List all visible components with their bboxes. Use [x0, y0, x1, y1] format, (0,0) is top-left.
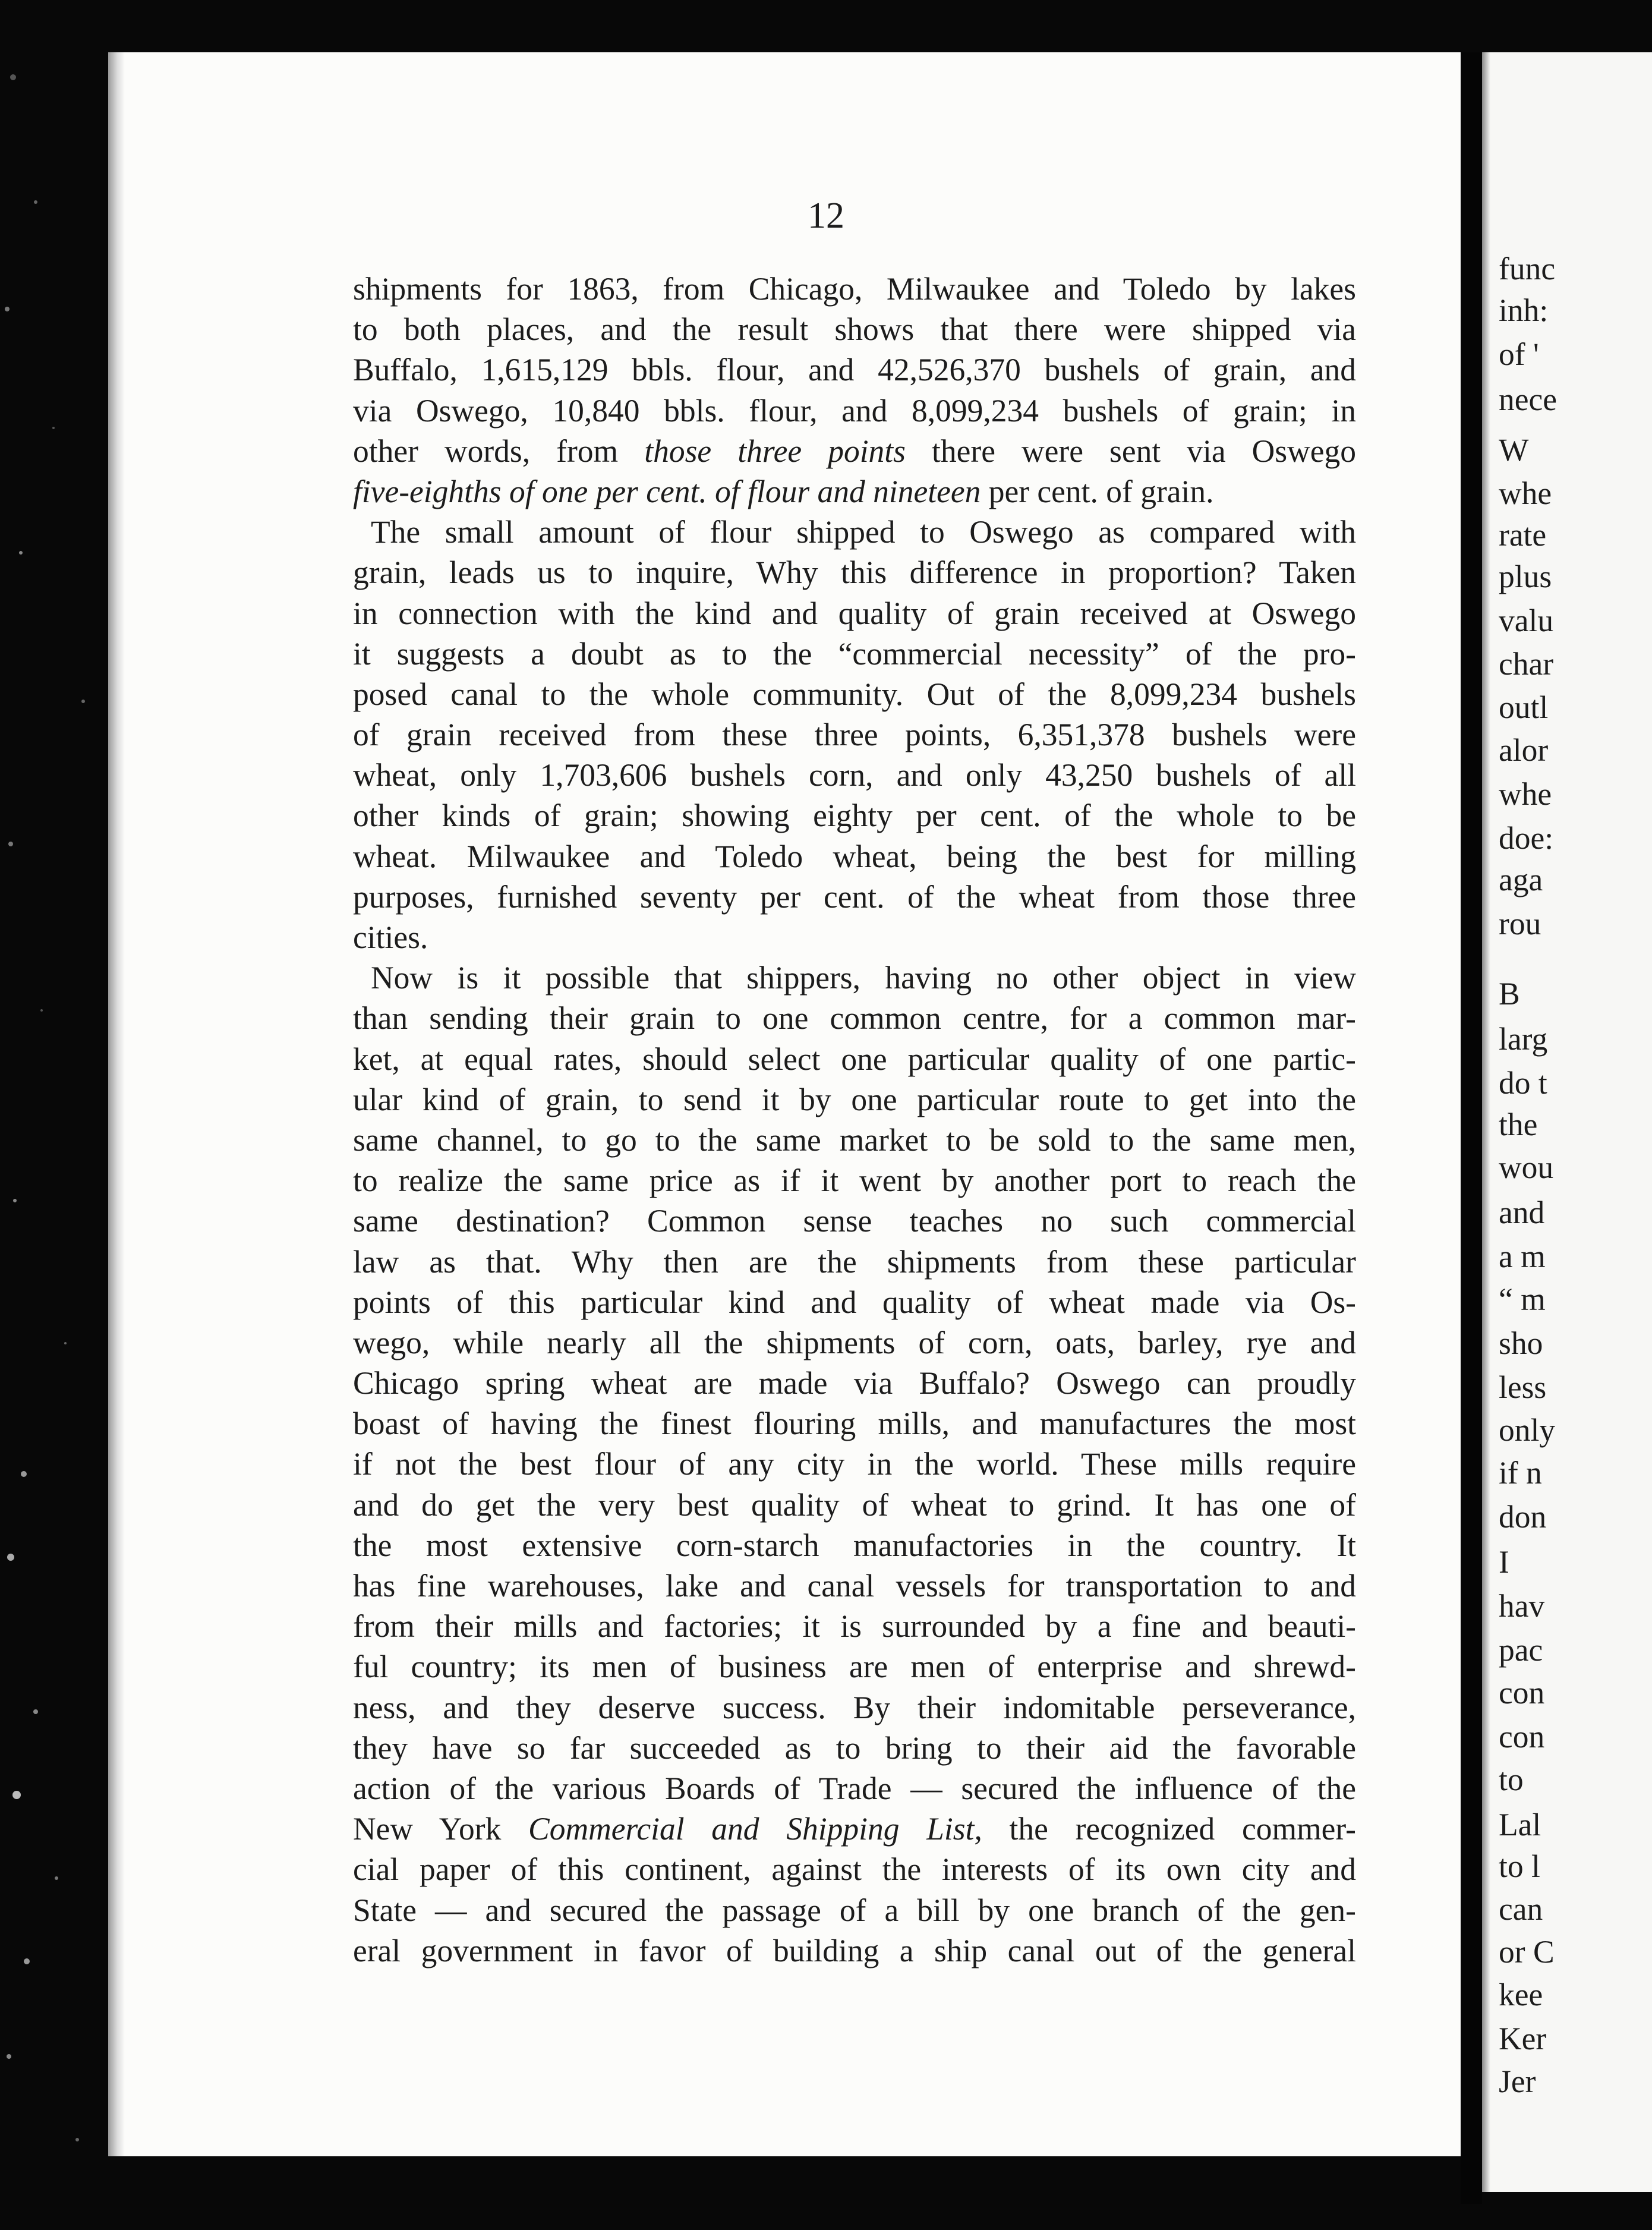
- text-line: [353, 593, 1356, 634]
- next-page-fragment: can: [1499, 1891, 1543, 1927]
- text-segment: to both places, and the result shows that there were shipped via: [353, 311, 1356, 348]
- next-page-fragment: sho: [1499, 1325, 1543, 1361]
- text-line: [353, 309, 1356, 349]
- text-segment: than sending their grain to one common centre, for a common mar-: [353, 1000, 1356, 1037]
- page-edge-shadow: [108, 52, 125, 2156]
- text-line: [353, 1201, 1356, 1241]
- next-page-fragment: less: [1499, 1369, 1547, 1405]
- text-line: [353, 552, 1356, 593]
- text-line: [353, 877, 1356, 917]
- text-line: [353, 1890, 1356, 1930]
- text-segment: the most extensive corn-starch manufactories in the country. It: [353, 1527, 1356, 1563]
- next-page-fragment: func: [1499, 251, 1556, 286]
- text-line: [353, 1768, 1356, 1809]
- next-page-fragment: valu: [1499, 603, 1554, 638]
- text-line: [353, 755, 1356, 795]
- next-page-fragment: if n: [1499, 1455, 1542, 1491]
- text-line: [353, 1242, 1356, 1282]
- text-segment: points of this particular kind and quality of wheat made via Os-: [353, 1284, 1356, 1320]
- text-segment: same channel, to go to the same market to be sold to the same men,: [353, 1122, 1356, 1158]
- next-page-fragment: W: [1499, 432, 1529, 468]
- next-page-fragment: whe: [1499, 776, 1552, 812]
- text-line: [353, 1687, 1356, 1728]
- text-line: [353, 1849, 1356, 1889]
- next-page-fragment: wou: [1499, 1149, 1554, 1185]
- text-segment: via Oswego, 10,840 bbls. flour, and 8,099,234 bushels of grain; in: [353, 392, 1356, 429]
- next-page-fragment: nece: [1499, 382, 1557, 417]
- next-page-fragment: char: [1499, 646, 1554, 682]
- text-segment: and do get the very best quality of wheat to grind. It has one of: [353, 1486, 1356, 1523]
- next-page: [1482, 52, 1652, 2192]
- text-segment: posed canal to the whole community. Out of the 8,099,234 bushels: [353, 676, 1356, 712]
- italic-text: those three points: [644, 433, 906, 469]
- next-page-fragment: hav: [1499, 1588, 1545, 1624]
- text-segment: they have so far succeeded as to bring to their aid the favorable: [353, 1730, 1356, 1766]
- text-segment: Now is it possible that shippers, having no other object in view: [371, 960, 1356, 996]
- text-segment: eral government in favor of building a ship canal out of the general: [353, 1932, 1356, 1968]
- next-page-fragment: kee: [1499, 1977, 1543, 2012]
- text-line: [353, 431, 1356, 471]
- text-line: [353, 1646, 1356, 1687]
- text-segment: has fine warehouses, lake and canal vessels for transportation to and: [353, 1568, 1356, 1604]
- text-line: [353, 512, 1356, 552]
- text-segment: wheat. Milwaukee and Toledo wheat, being the best for milling: [353, 838, 1356, 874]
- text-segment: it suggests a doubt as to the “commercial necessity” of the pro-: [353, 635, 1356, 672]
- next-page-fragment: Jer: [1499, 2064, 1536, 2099]
- text-segment: wheat, only 1,703,606 bushels corn, and only 43,250 bushels of all: [353, 757, 1356, 793]
- text-line: [353, 1525, 1356, 1566]
- next-page-fragment: rou: [1499, 906, 1541, 941]
- next-page-fragment: con: [1499, 1719, 1545, 1755]
- scan-border-specks: [0, 0, 107, 2230]
- next-page-fragment: of ': [1499, 336, 1539, 372]
- text-line: [353, 1322, 1356, 1363]
- text-line: [353, 674, 1356, 714]
- text-segment: shipments for 1863, from Chicago, Milwaukee and Toledo by lakes: [353, 271, 1356, 307]
- text-line: [353, 390, 1356, 431]
- text-line: [353, 269, 1356, 309]
- text-segment: New York: [353, 1811, 529, 1847]
- italic-text: Commercial and Shipping List,: [528, 1811, 982, 1847]
- next-page-fragment: only: [1499, 1412, 1556, 1448]
- text-segment: ket, at equal rates, should select one particular quality of one partic-: [353, 1041, 1356, 1077]
- italic-text: five-eighths of one per cent. of flour and nineteen: [353, 473, 981, 509]
- next-page-fragment: outl: [1499, 689, 1549, 725]
- next-page-fragment: larg: [1499, 1021, 1548, 1057]
- text-segment: wego, while nearly all the shipments of corn, oats, barley, rye and: [353, 1324, 1356, 1360]
- text-segment: boast of having the finest flouring mills, and manufactures the most: [353, 1406, 1356, 1442]
- body-text: [353, 269, 1356, 1971]
- next-page-fragment: to l: [1499, 1848, 1540, 1884]
- next-page-fragment: the: [1499, 1107, 1538, 1142]
- text-line: [353, 1079, 1356, 1120]
- text-segment: if not the best flour of any city in the world. These mills require: [353, 1446, 1356, 1482]
- text-line: [353, 1160, 1356, 1201]
- next-page-fragment: “ m: [1499, 1281, 1546, 1317]
- text-segment: State — and secured the passage of a bill by one branch of the gen-: [353, 1892, 1356, 1928]
- text-line: [353, 998, 1356, 1038]
- text-line: [353, 714, 1356, 755]
- text-line: [353, 1120, 1356, 1160]
- text-segment: other words, from: [353, 433, 645, 469]
- text-line: [353, 1282, 1356, 1322]
- page-number: 12: [808, 196, 844, 236]
- next-page-fragment: Lal: [1499, 1807, 1541, 1842]
- text-line: [353, 1363, 1356, 1403]
- text-segment: cities.: [353, 919, 428, 955]
- text-line: [353, 957, 1356, 998]
- text-segment: from their mills and factories; it is surrounded by a fine and beauti-: [353, 1608, 1356, 1645]
- text-segment: The small amount of flour shipped to Oswego as compared with: [371, 514, 1356, 550]
- text-segment: Buffalo, 1,615,129 bbls. flour, and 42,526,370 bushels of grain, and: [353, 352, 1356, 388]
- next-page-fragment: pac: [1499, 1632, 1543, 1668]
- next-page-fragment: do t: [1499, 1065, 1547, 1101]
- next-page-fragment: inh:: [1499, 292, 1549, 328]
- text-segment: purposes, furnished seventy per cent. of the wheat from those three: [353, 878, 1356, 915]
- next-page-fragment: a m: [1499, 1239, 1546, 1274]
- text-line: [353, 1444, 1356, 1484]
- text-segment: to realize the same price as if it went by another port to reach the: [353, 1163, 1356, 1199]
- text-segment: Chicago spring wheat are made via Buffalo? Oswego can proudly: [353, 1365, 1356, 1401]
- text-segment: the recognized commer-: [982, 1811, 1356, 1847]
- text-line: [353, 1485, 1356, 1525]
- text-segment: in connection with the kind and quality of grain received at Oswego: [353, 595, 1356, 631]
- text-line: [353, 917, 1356, 957]
- next-page-fragment: doe:: [1499, 820, 1554, 856]
- text-line: [353, 1809, 1356, 1849]
- next-page-fragment: alor: [1499, 732, 1549, 768]
- text-line: [353, 634, 1356, 674]
- next-page-fragment: Ker: [1499, 2021, 1547, 2056]
- text-segment: there were sent via Oswego: [906, 433, 1356, 469]
- text-segment: action of the various Boards of Trade — secured the influence of the: [353, 1770, 1356, 1806]
- text-line: [353, 1930, 1356, 1971]
- text-line: [353, 349, 1356, 390]
- next-page-fragment: don: [1499, 1499, 1547, 1535]
- text-line: [353, 1606, 1356, 1646]
- book-gutter: [1461, 52, 1482, 2204]
- text-line: [353, 1728, 1356, 1768]
- next-page-fragment: I: [1499, 1544, 1509, 1580]
- next-page-fragment: con: [1499, 1675, 1545, 1711]
- text-segment: law as that. Why then are the shipments from these particular: [353, 1243, 1356, 1280]
- text-segment: ular kind of grain, to send it by one particular route to get into the: [353, 1081, 1356, 1117]
- text-line: [353, 1039, 1356, 1079]
- text-segment: of grain received from these three points, 6,351,378 bushels were: [353, 717, 1356, 753]
- next-page-fragment: and: [1499, 1195, 1545, 1230]
- text-segment: grain, leads us to inquire, Why this difference in proportion? Taken: [353, 555, 1356, 591]
- next-page-fragment: aga: [1499, 862, 1543, 897]
- text-segment: other kinds of grain; showing eighty per cent. of the whole to be: [353, 798, 1356, 834]
- text-segment: same destination? Common sense teaches no such commercial: [353, 1203, 1356, 1239]
- next-page-fragment: plus: [1499, 559, 1552, 594]
- text-line: [353, 836, 1356, 877]
- text-segment: ful country; its men of business are men of enterprise and shrewd-: [353, 1649, 1356, 1685]
- text-line: [353, 1403, 1356, 1444]
- text-line: [353, 471, 1356, 512]
- text-line: [353, 795, 1356, 836]
- next-page-fragment: rate: [1499, 517, 1547, 553]
- text-line: [353, 1566, 1356, 1606]
- text-segment: cial paper of this continent, against the interests of its own city and: [353, 1851, 1356, 1888]
- next-page-fragment: or C: [1499, 1934, 1555, 1970]
- next-page-fragment: to: [1499, 1762, 1524, 1797]
- text-segment: per cent. of grain.: [981, 473, 1214, 509]
- text-segment: ness, and they deserve success. By their indomitable perseverance,: [353, 1689, 1356, 1725]
- next-page-fragment: B: [1499, 976, 1520, 1012]
- next-page-fragment: whe: [1499, 475, 1552, 511]
- next-page-shadow: [1482, 52, 1490, 2192]
